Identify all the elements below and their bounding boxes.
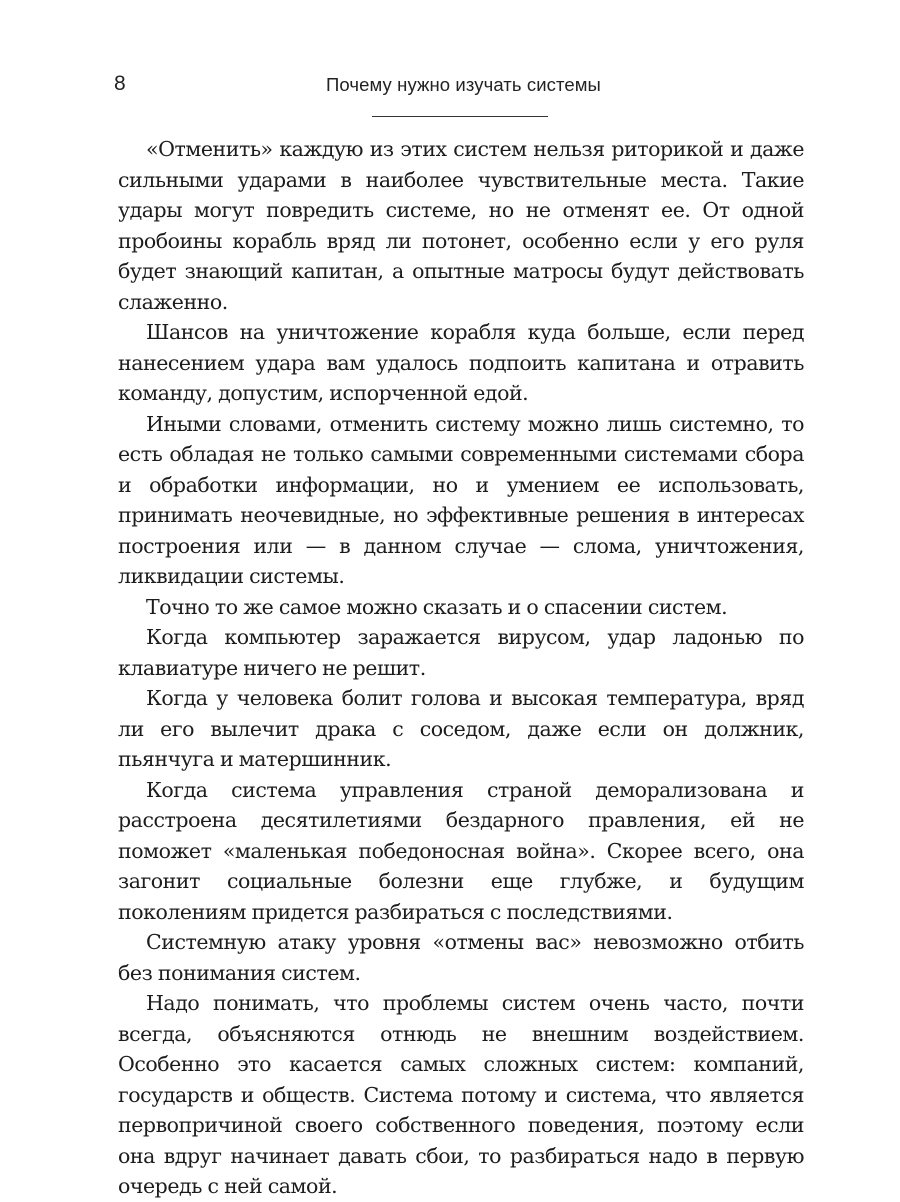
paragraph: «Отменить» каждую из этих систем нельзя риторикой и даже сильными ударами в наиболее чувствительные места. Такие удары могут повредить системе, но не отменят ее. От одной пробоины корабль вряд ли потонет, особенно если у его руля будет знающий капитан, а опытные матросы будут действовать слаженно. [118, 137, 804, 314]
running-title: Почему нужно изучать системы [326, 74, 601, 95]
page-header [0, 72, 900, 102]
paragraph: Системную атаку уровня «отмены вас» невозможно отбить без понимания систем. [118, 930, 804, 985]
paragraph: Надо понимать, что проблемы систем очень часто, почти всегда, объясняются отнюдь не внешним воздействием. Особенно это касается самых сложных систем: компаний, государств и обществ. Система потому и система, что является первопричиной своего собственного поведения, поэтому если она вдруг начинает давать сбои, то разбираться надо в первую очередь с ней самой. [118, 991, 804, 1198]
paragraph: Точно то же самое можно сказать и о спасении систем. [146, 594, 728, 619]
header-rule [372, 116, 548, 117]
body-text [118, 134, 804, 1202]
page-number: 8 [114, 72, 126, 95]
paragraph: Когда у человека болит голова и высокая температура, вряд ли его вылечит драка с соседом, даже если он должник, пьянчуга и матершинник. [118, 686, 804, 771]
paragraph: Когда система управления страной деморализована и расстроена десятилетиями бездарного правления, ей не поможет «маленькая победоносная война». Скорее всего, она загонит социальные болезни еще глубже, и будущим поколениям придется разбираться с последствиями. [118, 777, 804, 924]
paragraph: Иными словами, отменить систему можно лишь системно, то есть обладая не только самыми современными системами сбора и обработки информации, но и умением ее использовать, принимать неочевидные, но эффективные решения в интересах построения или — в данном случае — слома, уничтожения, ликвидации системы. [118, 411, 804, 588]
paragraph: Шансов на уничтожение корабля куда больше, если перед нанесением удара вам удалось подпоить капитана и отравить команду, допустим, испорченной едой. [118, 320, 804, 405]
paragraph: Когда компьютер заражается вирусом, удар ладонью по клавиатуре ничего не решит. [118, 625, 804, 680]
